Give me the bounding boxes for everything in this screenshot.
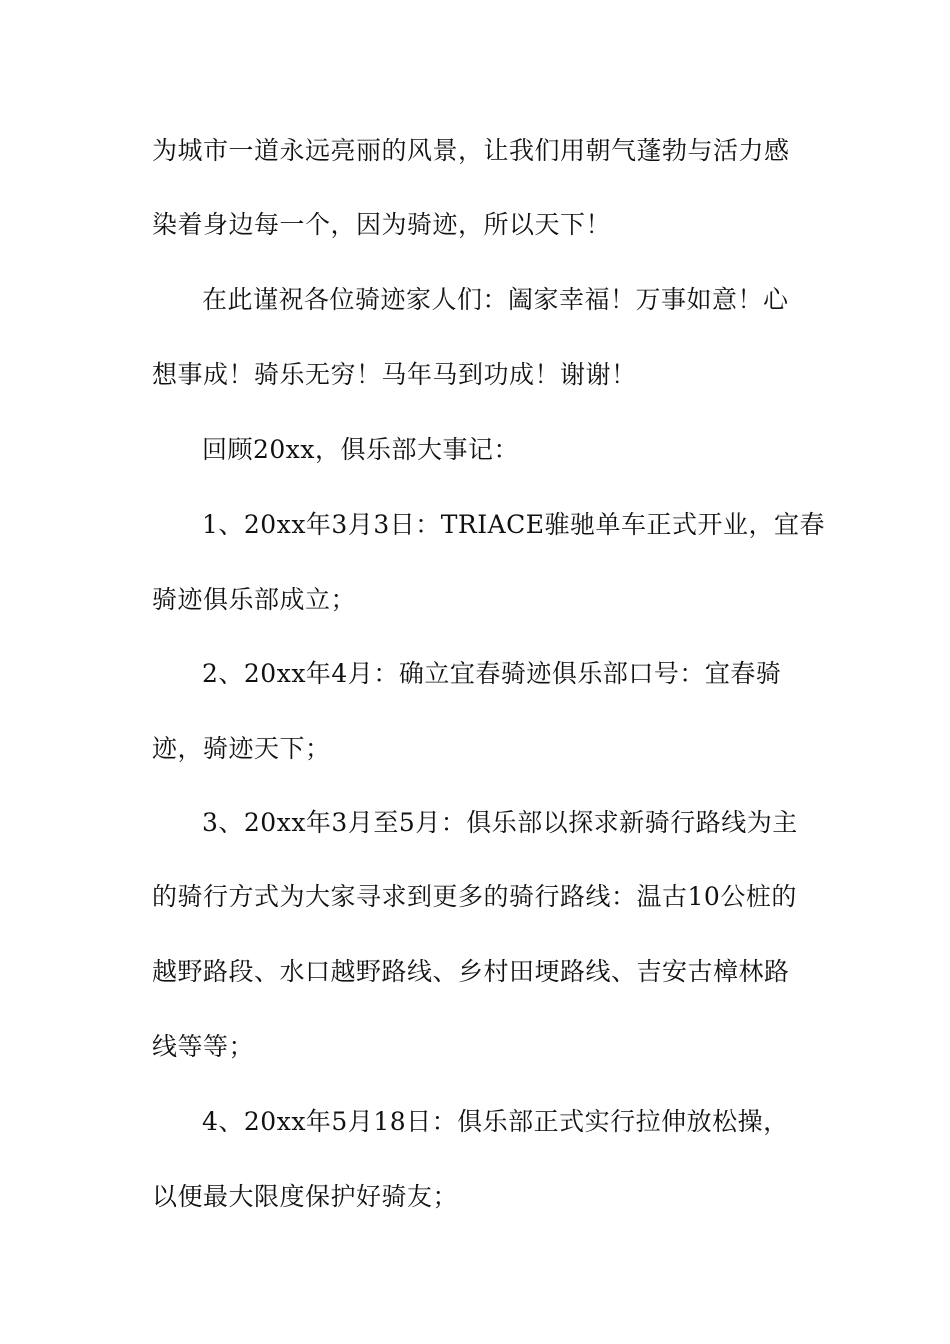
section-heading: 回顾20xx，俱乐部大事记： xyxy=(202,435,520,464)
paragraph-line: 想事成！骑乐无穷！马年马到功成！谢谢！ xyxy=(152,360,637,389)
list-item-continuation: 以便最大限度保护好骑友； xyxy=(152,1182,459,1211)
paragraph-line: 为城市一道永远亮丽的风景，让我们用朝气蓬勃与活力感 xyxy=(152,136,790,165)
list-item: 3、20xx年3月至5月：俱乐部以探求新骑行路线为主 xyxy=(202,808,798,837)
list-item: 2、20xx年4月：确立宜春骑迹俱乐部口号：宜春骑 xyxy=(202,659,782,688)
list-item-continuation: 迹，骑迹天下； xyxy=(152,734,331,763)
list-item: 4、20xx年5月18日：俱乐部正式实行拉伸放松操， xyxy=(202,1107,789,1136)
list-item-continuation: 线等等； xyxy=(152,1032,255,1061)
paragraph-line: 染着身边每一个，因为骑迹，所以天下！ xyxy=(152,210,612,239)
list-item-continuation: 的骑行方式为大家寻求到更多的骑行路线：温古10公桩的 xyxy=(152,882,797,911)
list-item-continuation: 越野路段、水口越野路线、乡村田埂路线、吉安古樟林路 xyxy=(152,957,790,986)
list-item: 1、20xx年3月3日：TRIACE骓驰单车正式开业，宜春 xyxy=(202,510,826,539)
paragraph-line: 在此谨祝各位骑迹家人们：阖家幸福！万事如意！心 xyxy=(202,285,789,314)
list-item-continuation: 骑迹俱乐部成立； xyxy=(152,585,357,614)
